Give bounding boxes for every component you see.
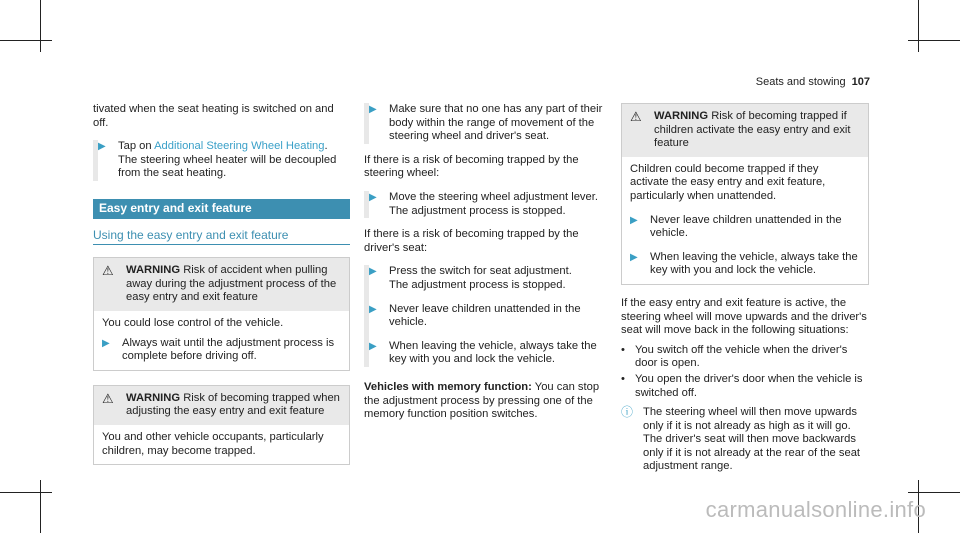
page-header (756, 76, 870, 88)
memory-text: You can stop the adjustment process by pressing one of the memory function position switches. (364, 380, 600, 421)
warning-text: Children could become trapped if they activate the easy entry and exit feature, particularly when unattended. (630, 162, 826, 202)
step-text: Make sure that no one has any part of their body within the range of movement of the steering wheel and driver's seat. (389, 103, 603, 143)
warning-body (94, 425, 349, 464)
warning-body (622, 157, 868, 284)
additional-steering-wheel-heating-link[interactable]: Additional Steering Wheel Heating (154, 140, 325, 153)
warning-text: You could lose control of the vehicle. (102, 316, 284, 329)
column-2 (364, 103, 606, 422)
step (630, 214, 860, 241)
arrow-icon: ▶ (369, 104, 377, 115)
step-result: The steering wheel heater will be decoupled from the seat heating. (118, 153, 337, 180)
crop-mark (0, 40, 52, 41)
column-1 (93, 103, 350, 465)
bullet-icon: • (621, 343, 625, 356)
arrow-icon: ▶ (369, 191, 377, 203)
crop-mark (0, 492, 52, 493)
warning-box (93, 257, 350, 371)
subsection-heading: Using the easy entry and exit feature (93, 229, 350, 246)
warning-box (621, 103, 869, 285)
list-item-text: You open the driver's door when the vehicle is switched off. (635, 372, 863, 399)
warning-icon: ⚠ (630, 109, 642, 124)
warning-icon: ⚠ (102, 263, 114, 279)
info-text: The steering wheel will then move upwards only if it is not already as high as it will go. The driver's seat will then move backwards only if it is not already at the rear of the seat adjustment range. (643, 406, 861, 473)
memory-label: Vehicles with memory function: (364, 380, 532, 393)
step-text: Move the steering wheel adjustment lever. The adjustment process is stopped. (389, 190, 598, 217)
step (98, 140, 350, 181)
section-title: Seats and stowing (755, 76, 846, 88)
step (630, 251, 860, 278)
step-group (364, 265, 606, 367)
step-group (93, 140, 350, 181)
warning-label: WARNING (126, 391, 181, 404)
crop-mark (908, 40, 960, 41)
warning-title: Risk of accident when pulling away during the adjustment process of the easy entry and exit feature (126, 264, 337, 304)
arrow-icon: ▶ (630, 251, 638, 263)
step (369, 303, 606, 330)
paragraph: If the easy entry and exit feature is active, the steering wheel will move upwards and the driver's seat will move back in the following situations: (621, 296, 867, 337)
intro-text: tivated when the seat heating is switched on and off. (93, 103, 334, 129)
step-group (364, 103, 606, 144)
step (369, 191, 606, 218)
crop-mark (40, 0, 41, 52)
crop-mark (918, 0, 919, 52)
arrow-icon: ▶ (102, 337, 110, 349)
warning-label: WARNING (126, 264, 181, 277)
step-text: Never leave children unattended in the vehicle. (389, 302, 581, 329)
crop-mark (40, 480, 41, 533)
step-text: Always wait until the adjustment process is complete before driving off. (122, 336, 335, 363)
paragraph: If there is a risk of becoming trapped by the driver's seat: (364, 228, 579, 254)
step (102, 337, 341, 364)
arrow-icon: ▶ (369, 266, 377, 278)
step-text: When leaving the vehicle, always take the key with you and lock the vehicle. (389, 339, 597, 366)
step-group (364, 191, 606, 218)
step (369, 265, 606, 292)
bullet-icon: • (621, 372, 625, 385)
arrow-icon: ▶ (630, 214, 638, 226)
arrow-icon: ▶ (98, 141, 106, 153)
column-3 (621, 103, 869, 474)
warning-title: Risk of becoming trapped if children activate the easy entry and exit feature (654, 110, 851, 150)
warning-body (94, 311, 349, 370)
warning-header (94, 258, 349, 311)
step-text: Press the switch for seat adjustment. The adjustment process is stopped. (389, 265, 572, 291)
warning-icon: ⚠ (102, 390, 114, 406)
warning-title: Risk of becoming trapped when adjusting the easy entry and exit feature (126, 391, 340, 418)
warning-header (94, 386, 349, 425)
list-item-text: You switch off the vehicle when the driver's door is open. (635, 343, 848, 370)
step-text: Never leave children unattended in the vehicle. (650, 213, 842, 240)
step-text: Tap on Additional Steering Wheel Heating. The steering wheel heater will be decoupled from the seat heating. (118, 140, 337, 180)
step (369, 103, 606, 144)
crop-mark (908, 492, 960, 493)
info-note (621, 406, 869, 474)
memory-paragraph (364, 381, 606, 422)
step-text: When leaving the vehicle, always take the key with you and lock the vehicle. (650, 250, 858, 277)
warning-header (622, 104, 868, 157)
section-banner: Easy entry and exit feature (93, 199, 350, 219)
page-number: 107 (851, 76, 870, 88)
step (369, 340, 606, 367)
arrow-icon: ▶ (369, 303, 377, 315)
info-icon: ⓘ (621, 405, 634, 420)
warning-text: You and other vehicle occupants, particularly children, may become trapped. (102, 430, 324, 457)
list-item (621, 373, 869, 400)
warning-box (93, 385, 350, 465)
watermark: carmanualsonline.info (705, 497, 926, 522)
paragraph: If there is a risk of becoming trapped by the steering wheel: (364, 153, 579, 180)
arrow-icon: ▶ (369, 340, 377, 352)
warning-label: WARNING (654, 110, 709, 122)
list-item (621, 344, 869, 371)
